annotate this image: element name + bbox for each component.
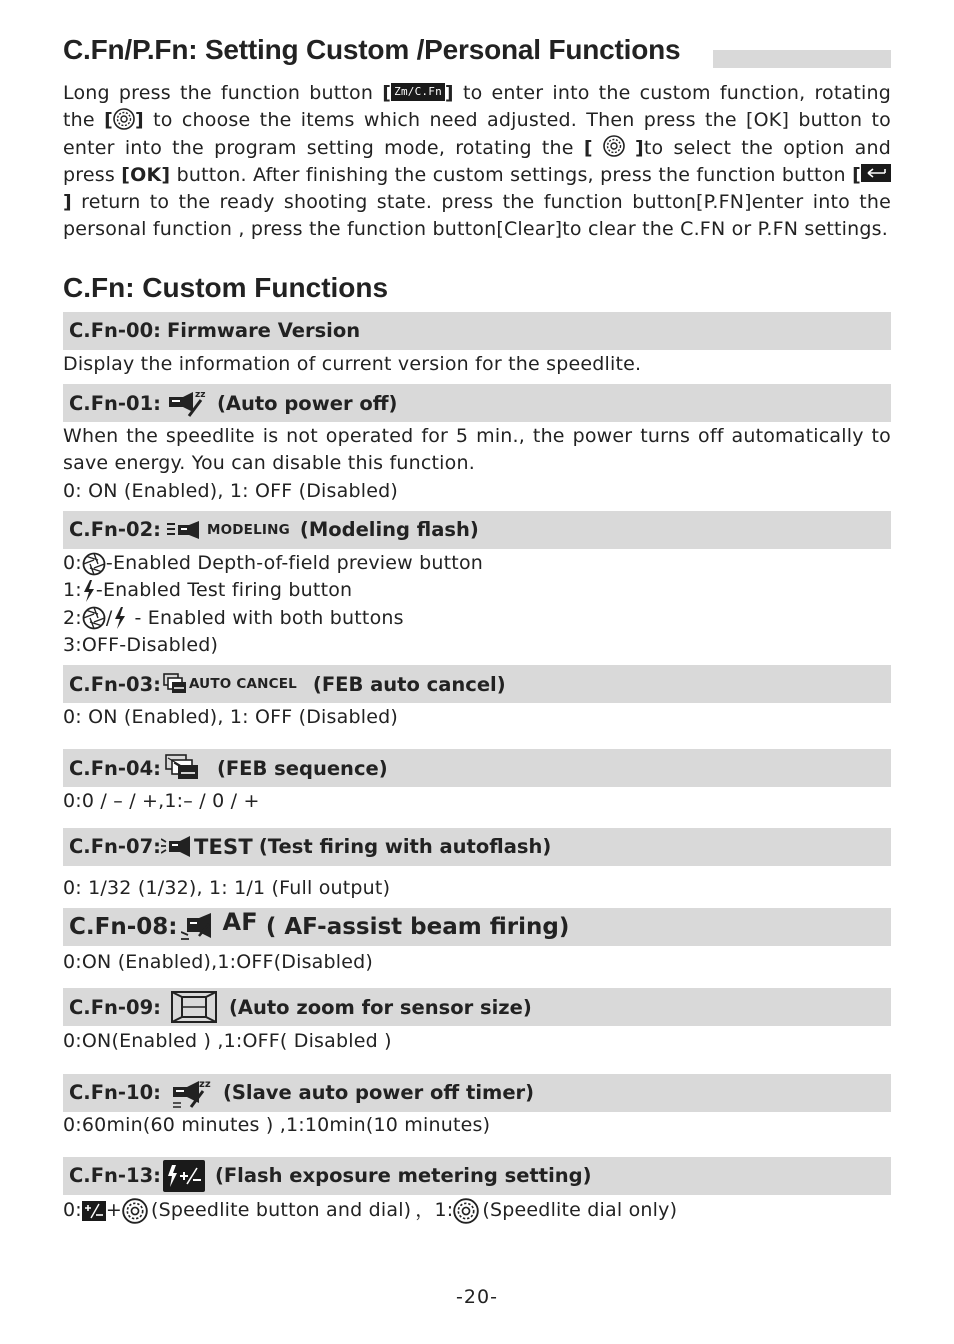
page-title: C.Fn/P.Fn: Setting Custom /Personal Functions — [63, 34, 681, 65]
dial-icon — [113, 108, 135, 130]
fn07-header — [63, 828, 891, 866]
fn13-title: (Flash exposure metering setting) — [214, 1164, 592, 1188]
fn07-body — [63, 866, 891, 902]
feb-auto-cancel-icon — [163, 673, 297, 695]
fn13-code: C.Fn-13: — [69, 1164, 161, 1188]
auto-cancel-icon-text: AUTO CANCEL — [188, 676, 297, 693]
fn02-code: C.Fn-02: — [69, 518, 161, 542]
fn02-option-2: 2: / - Enabled with both buttons — [63, 606, 404, 629]
af-icon-text: AF — [222, 908, 258, 937]
aperture-icon — [82, 606, 106, 630]
fn02-title: (Modeling flash) — [299, 518, 479, 542]
intro-text-3: to choose the items which need adjusted. Then press the [OK] button to enter into the program setting mode, rotating the — [63, 109, 891, 159]
fn10-options: 0:60min(60 minutes ) ,1:10min(10 minutes) — [63, 1113, 491, 1136]
fn09-options: 0:ON(Enabled ) ,1:OFF( Disabled ) — [63, 1030, 392, 1053]
ok-label: [OK] — [121, 163, 171, 186]
intro-text-1: Long press the function button — [63, 82, 374, 104]
af-assist-icon — [181, 908, 258, 942]
fn02-option-0: 0: -Enabled Depth-of-field preview button — [63, 551, 484, 574]
dial-icon — [122, 1198, 148, 1224]
intro-paragraph: Long press the function button [ Zm/C.Fn ] to enter into the custom function, rotating the [ ] to choose the items which need adjusted. Then press the [OK] button to enter into the program setting mode, rotating the [ ]to select the option and press [OK] button. After finishing the custom settings, press the function button [] return to the ready shooting state. press the function button[P.FN]enter into the personal function , press the function button[Clear]to clear the C.FN or P.FN settings. — [63, 82, 892, 241]
lightning-icon — [82, 579, 96, 603]
feb-sequence-icon — [165, 754, 201, 782]
fn04-header — [63, 749, 891, 787]
flash-exposure-comp-icon — [163, 1160, 205, 1192]
fn07-code: C.Fn-07: — [69, 835, 161, 859]
fn08-body — [63, 946, 891, 976]
intro-text-6: return to the ready shooting state. press the function button[P.FN]enter into the personal function , press the function button[Clear]to clear the C.FN or P.FN settings. — [63, 191, 891, 241]
fn03-options: 0: ON (Enabled), 1: OFF (Disabled) — [63, 706, 398, 729]
fn03-code: C.Fn-03: — [69, 672, 161, 696]
fn04-options: 0:0 / – / +,1:– / 0 / + — [63, 790, 260, 813]
fn02-body — [63, 549, 891, 659]
return-arrow-icon — [861, 164, 891, 182]
fn08-code: C.Fn-08: — [69, 914, 178, 941]
fn13-options: 0: + (Speedlite button and dial) ，1: (Speedlite dial only) — [63, 1197, 891, 1224]
fn07-options: 0: 1/32 (1/32), 1: 1/1 (Full output) — [63, 876, 391, 899]
manual-page — [63, 32, 891, 1224]
title-decor-bar — [713, 50, 891, 68]
fn08-options: 0:ON (Enabled),1:OFF(Disabled) — [63, 951, 374, 974]
fn10-body — [63, 1112, 891, 1139]
title-row — [63, 32, 891, 72]
page-number: -20- — [456, 1286, 498, 1308]
fn01-code: C.Fn-01: — [69, 391, 161, 415]
fn08-title: ( AF-assist beam firing) — [265, 914, 570, 941]
intro-text-4: to select the option and press — [63, 136, 891, 186]
fn01-title: (Auto power off) — [216, 391, 398, 415]
fn09-body — [63, 1026, 891, 1055]
fn02-header — [63, 511, 891, 549]
fn13-header — [63, 1157, 891, 1195]
fn01-options: 0: ON (Enabled), 1: OFF (Disabled) — [63, 479, 398, 502]
intro-text-5: button. After finishing the custom settings, press the function button — [176, 163, 846, 186]
test-flash-icon — [161, 835, 253, 859]
dial-icon — [603, 135, 625, 157]
svg-text:zz: zz — [194, 390, 206, 401]
fn02-option-1: 1: -Enabled Test firing button — [63, 579, 353, 602]
fn01-header — [63, 384, 891, 422]
intro-text-2: to enter into the custom function, rotating the — [63, 82, 892, 132]
fn10-code: C.Fn-10: — [69, 1081, 161, 1105]
fn09-code: C.Fn-09: — [69, 995, 161, 1019]
test-icon-text: TEST — [193, 834, 253, 859]
fn10-title: (Slave auto power off timer) — [222, 1081, 535, 1105]
fn00-title: Firmware Version — [166, 319, 361, 343]
fn09-title: (Auto zoom for sensor size) — [228, 995, 532, 1019]
fn00-code: C.Fn-00: — [69, 319, 161, 343]
zm-cfn-button-icon: Zm/C.Fn — [391, 83, 445, 101]
slave-sleep-icon — [171, 1077, 213, 1109]
svg-text:zz: zz — [198, 1078, 211, 1090]
aperture-icon — [82, 552, 106, 576]
fn07-title: (Test firing with autoflash) — [258, 835, 552, 859]
fn01-desc: When the speedlite is not operated for 5 min., the power turns off automatically to save energy. You can disable this function. — [63, 425, 891, 475]
fn00-header — [63, 312, 891, 350]
fn00-body — [63, 350, 891, 378]
fn03-body — [63, 703, 891, 731]
section-title: C.Fn: Custom Functions — [63, 271, 389, 303]
fn13-body — [63, 1195, 891, 1224]
flash-sleep-icon — [167, 388, 207, 418]
lightning-icon — [113, 606, 127, 630]
fn04-title: (FEB sequence) — [216, 756, 388, 780]
fn10-header — [63, 1074, 891, 1112]
dial-icon — [453, 1198, 479, 1224]
fn04-code: C.Fn-04: — [69, 756, 161, 780]
fn01-body — [63, 422, 891, 505]
modeling-icon-text: MODELING — [206, 521, 290, 538]
sensor-zoom-icon — [171, 991, 217, 1023]
fn03-header — [63, 665, 891, 703]
modeling-flash-icon — [167, 520, 290, 540]
fn09-header — [63, 988, 891, 1026]
exposure-comp-icon — [82, 1201, 106, 1221]
fn04-body — [63, 787, 891, 815]
fn08-header — [63, 908, 891, 946]
fn02-option-3: 3:OFF-Disabled) — [63, 633, 219, 656]
fn03-title: (FEB auto cancel) — [312, 672, 506, 696]
fn00-desc: Display the information of current version for the speedlite. — [63, 352, 642, 375]
